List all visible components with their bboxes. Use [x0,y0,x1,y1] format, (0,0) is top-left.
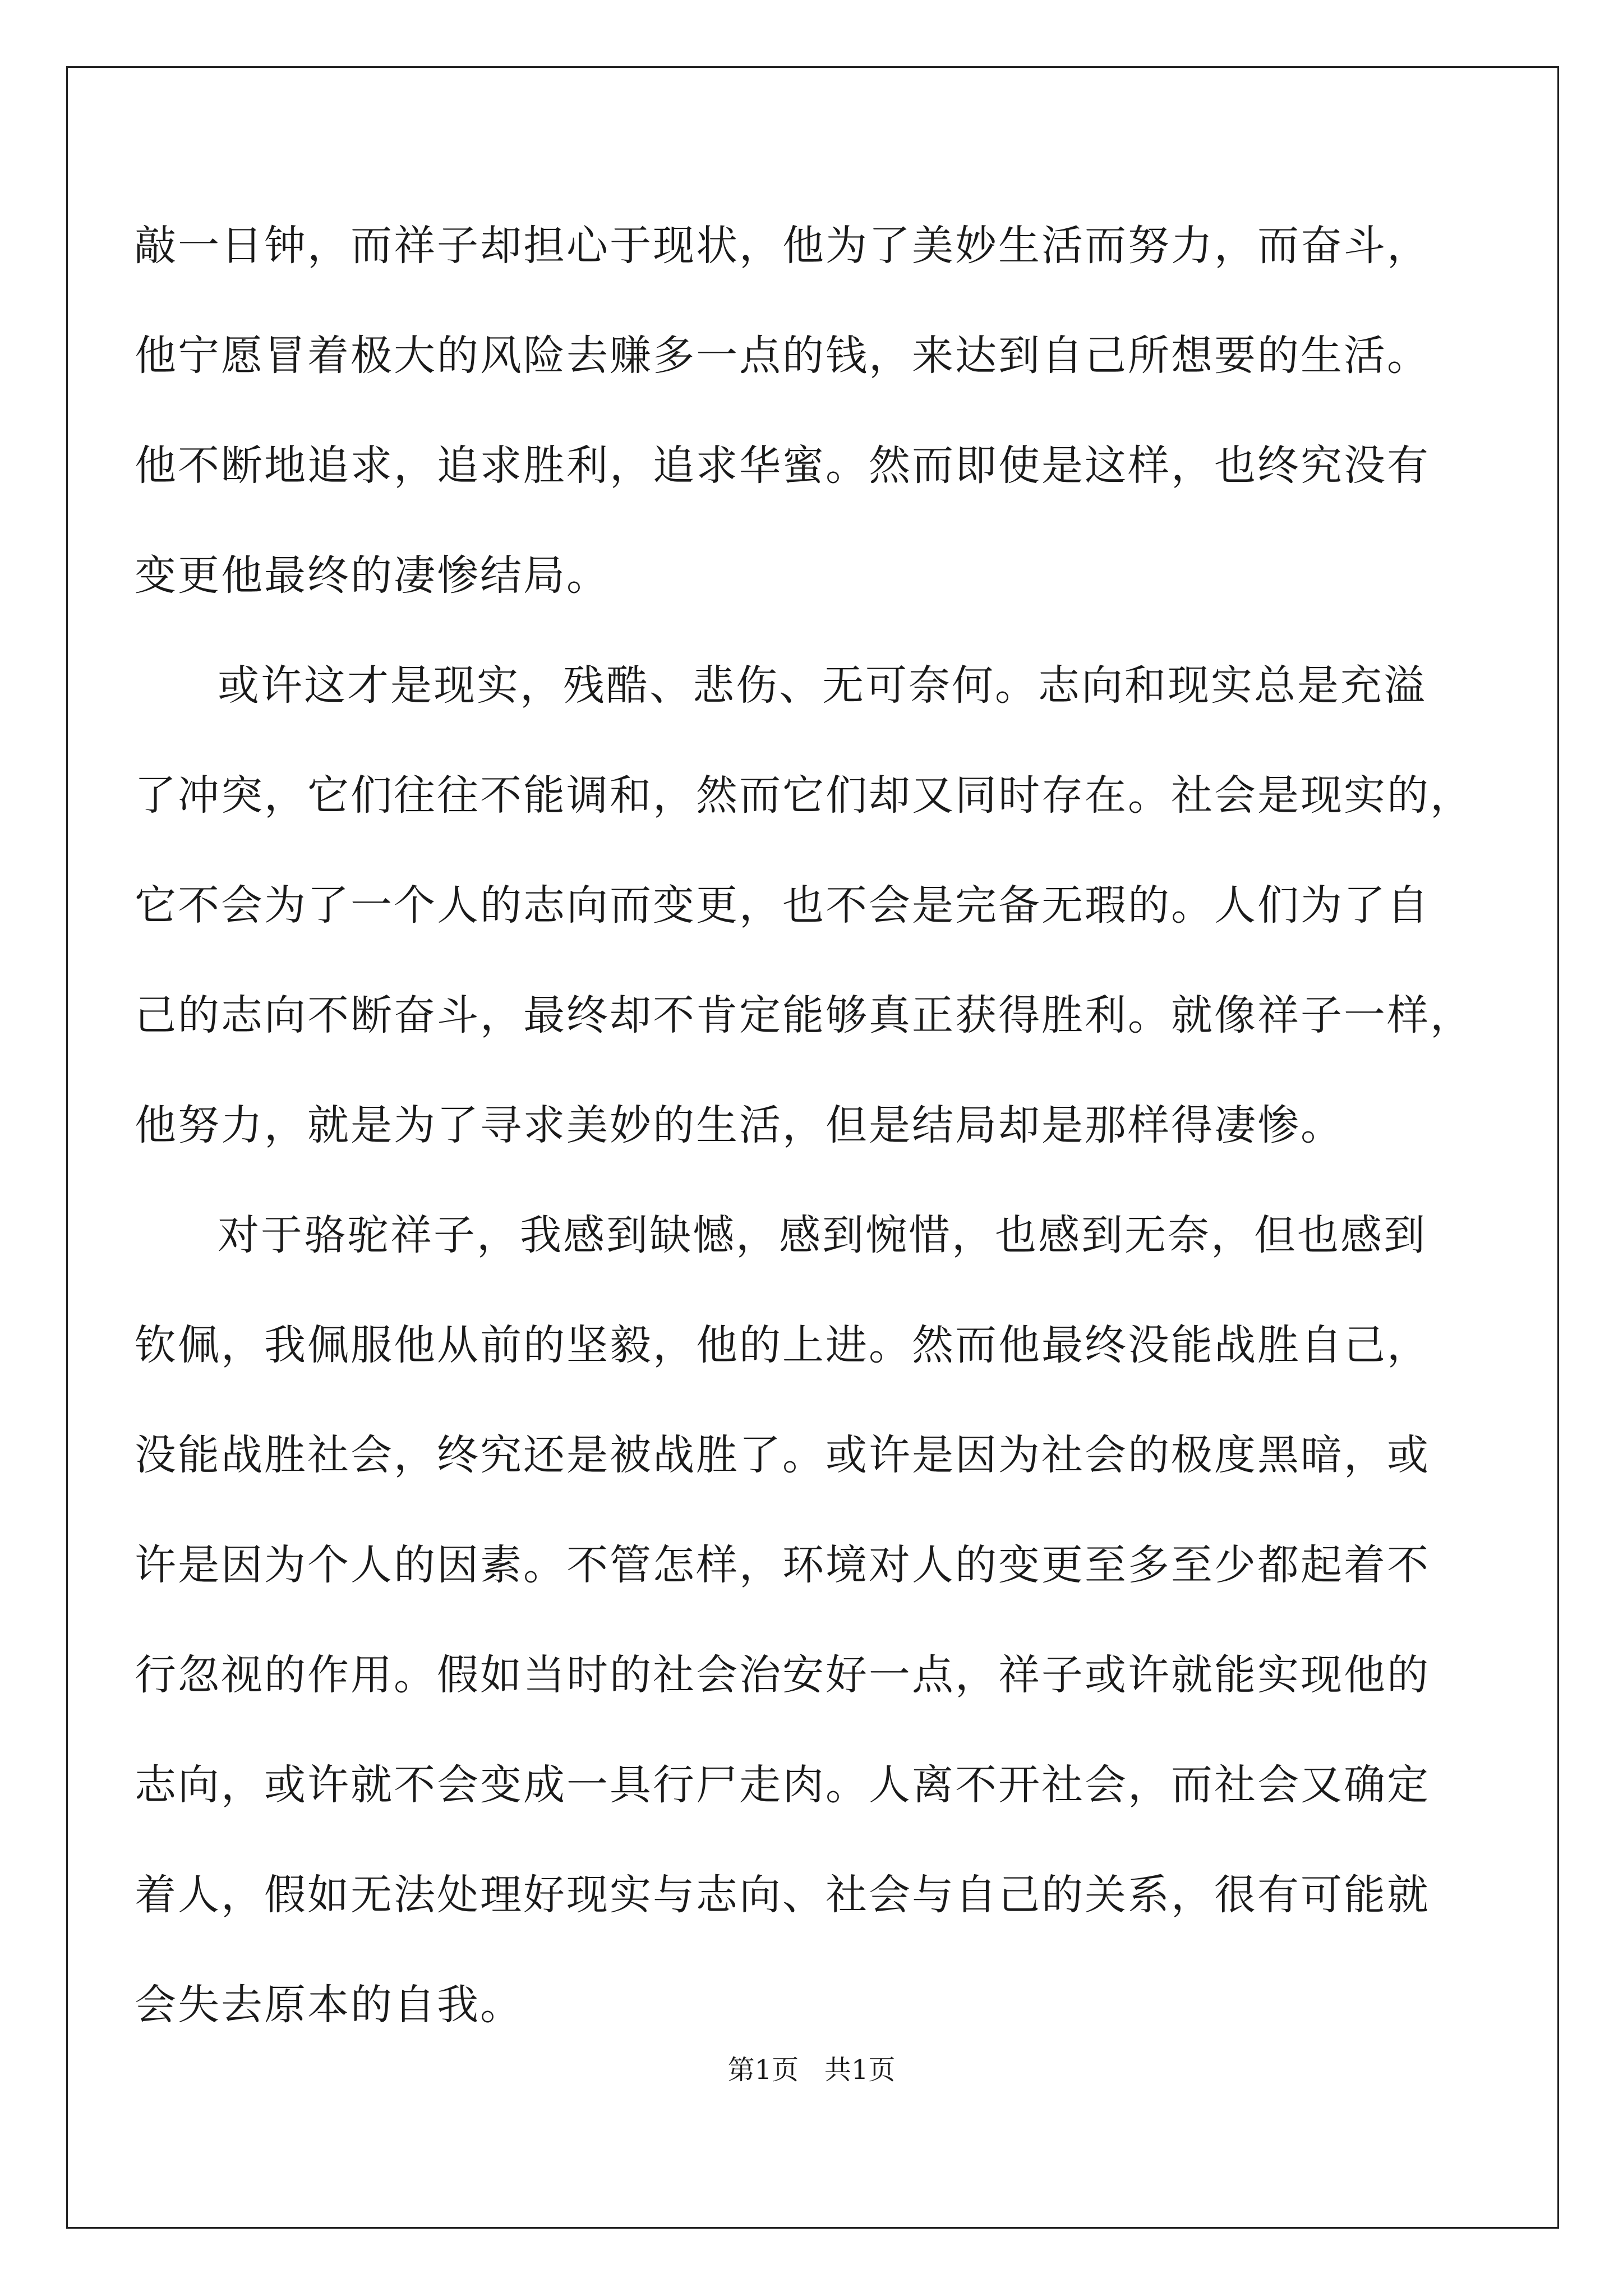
text-line: 他努力，就是为了寻求美妙的生活，但是结局却是那样得凄惨。 [135,1101,1344,1149]
text-line: 着人，假如无法处理好现实与志向、社会与自己的关系，很有可能就 [135,1871,1430,1919]
text-line: 志向，或许就不会变成一具行尸走肉。人离不开社会，而社会又确定 [135,1761,1430,1809]
paragraph-first-line: 或许这才是现实，残酷、悲伤、无可奈何。志向和现实总是充溢 [218,661,1427,710]
text-line: 变更他最终的凄惨结局。 [135,551,610,600]
text-line: 敲一日钟，而祥子却担心于现状，他为了美妙生活而努力，而奋斗， [135,222,1430,270]
text-line: 钦佩，我佩服他从前的坚毅，他的上进。然而他最终没能战胜自己， [135,1321,1430,1369]
text-line: 他不断地追求，追求胜利，追求华蜜。然而即使是这样，也终究没有 [135,441,1430,490]
text-line: 它不会为了一个人的志向而变更，也不会是完备无瑕的。人们为了自 [135,881,1430,930]
document-body [135,191,1487,2060]
paragraph-first-line: 对于骆驼祥子，我感到缺憾，感到惋惜，也感到无奈，但也感到 [218,1211,1427,1259]
text-line: 行忽视的作用。假如当时的社会治安好一点，祥子或许就能实现他的 [135,1651,1430,1699]
text-line: 了冲突，它们往往不能调和，然而它们却又同时存在。社会是现实的， [135,771,1473,820]
text-line: 许是因为个人的因素。不管怎样，环境对人的变更至多至少都起着不 [135,1541,1430,1589]
text-line: 他宁愿冒着极大的风险去赚多一点的钱，来达到自己所想要的生活。 [135,332,1430,380]
text-line: 没能战胜社会，终究还是被战胜了。或许是因为社会的极度黑暗，或 [135,1431,1430,1479]
text-line: 会失去原本的自我。 [135,1981,523,2029]
text-line: 己的志向不断奋斗，最终却不肯定能够真正获得胜利。就像祥子一样， [135,991,1473,1039]
page-number-footer: 第1页 共1页 [727,2054,896,2086]
